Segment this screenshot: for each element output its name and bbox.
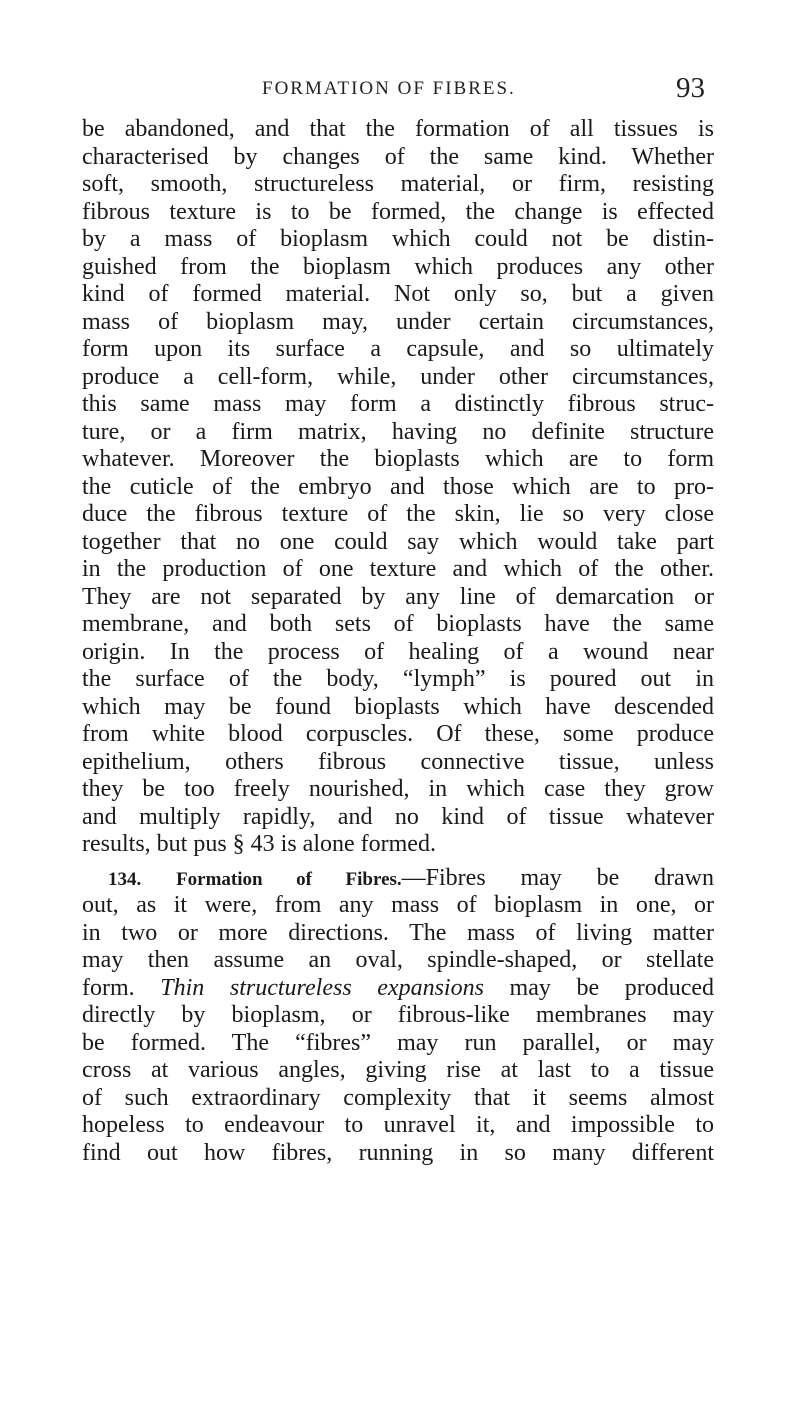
text-line: may then assume an oval, spindle-shaped, or stellate xyxy=(82,947,714,973)
text-line: they be too freely nourished, in which case they grow xyxy=(82,776,714,802)
text-line: be formed. The “fibres” may run parallel, or may xyxy=(82,1029,714,1056)
text-line: mass of bioplasm may, under certain circumstances, xyxy=(82,308,714,335)
text-line: this same mass may form a distinctly fibrous struc- xyxy=(82,391,714,417)
text-fragment: form. xyxy=(82,974,135,1001)
text-line: membrane, and both sets of bioplasts have the same xyxy=(82,611,714,637)
text-line: characterised by changes of the same kind. Whether xyxy=(82,143,714,170)
text-line: in the production of one texture and which of the other. xyxy=(82,556,714,582)
text-fragment: may be produced xyxy=(509,974,714,1001)
section-title: Formation of Fibres. xyxy=(176,868,402,890)
section-first-line-text: Fibres may be drawn xyxy=(425,864,714,891)
section-134 xyxy=(82,865,714,1168)
text-line: in two or more directions. The mass of living matter xyxy=(82,919,714,946)
text-line: produce a cell-form, while, under other circumstances, xyxy=(82,363,714,390)
text-line: duce the fibrous texture of the skin, lie so very close xyxy=(82,501,714,527)
paragraph-gap xyxy=(82,859,714,863)
text-line: soft, smooth, structureless material, or firm, resisting xyxy=(82,171,714,197)
text-line: out, as it were, from any mass of bioplasm in one, or xyxy=(82,892,714,918)
text-line: fibrous texture is to be formed, the change is effected xyxy=(82,198,714,225)
text-line: kind of formed material. Not only so, but a given xyxy=(82,281,714,307)
text-line: results, but pus § 43 is alone formed. xyxy=(82,831,436,857)
paragraph-continued xyxy=(82,116,714,859)
text-line: guished from the bioplasm which produces any other xyxy=(82,253,714,280)
text-line: origin. In the process of healing of a wound near xyxy=(82,638,714,665)
text-line-with-italic xyxy=(82,975,714,1003)
text-line: from white blood corpuscles. Of these, some produce xyxy=(82,721,714,747)
text-line: cross at various angles, giving rise at last to a tissue xyxy=(82,1057,714,1083)
text-line: of such extraordinary complexity that it seems almost xyxy=(82,1084,714,1111)
text-line: be abandoned, and that the formation of all tissues is xyxy=(82,116,714,142)
body-text xyxy=(82,116,714,1167)
text-line: the cuticle of the embryo and those which are to pro- xyxy=(82,473,714,500)
text-line: ture, or a firm matrix, having no definite structure xyxy=(82,418,714,445)
text-line: epithelium, others fibrous connective tissue, unless xyxy=(82,748,714,775)
text-line: which may be found bioplasts which have descended xyxy=(82,693,714,720)
text-line: hopeless to endeavour to unravel it, and impossible to xyxy=(82,1112,714,1138)
text-line: find out how fibres, running in so many different xyxy=(82,1139,714,1166)
running-title: FORMATION OF FIBRES. xyxy=(262,78,516,99)
text-line: by a mass of bioplasm which could not be distin- xyxy=(82,226,714,252)
text-line: directly by bioplasm, or fibrous-like membranes may xyxy=(82,1002,714,1028)
italic-phrase: Thin structureless expansions xyxy=(160,974,484,1001)
text-line: whatever. Moreover the bioplasts which are to form xyxy=(82,446,714,472)
section-heading-line xyxy=(82,865,714,893)
text-line: the surface of the body, “lymph” is poured out in xyxy=(82,666,714,692)
text-line: together that no one could say which would take part xyxy=(82,528,714,555)
text-line: They are not separated by any line of demarcation or xyxy=(82,583,714,610)
text-line: form upon its surface a capsule, and so ultimately xyxy=(82,336,714,362)
section-number: 134. xyxy=(108,868,142,890)
running-head xyxy=(0,72,800,112)
section-dash: — xyxy=(401,864,426,891)
text-line: and multiply rapidly, and no kind of tissue whatever xyxy=(82,803,714,830)
page-number: 93 xyxy=(676,72,705,104)
